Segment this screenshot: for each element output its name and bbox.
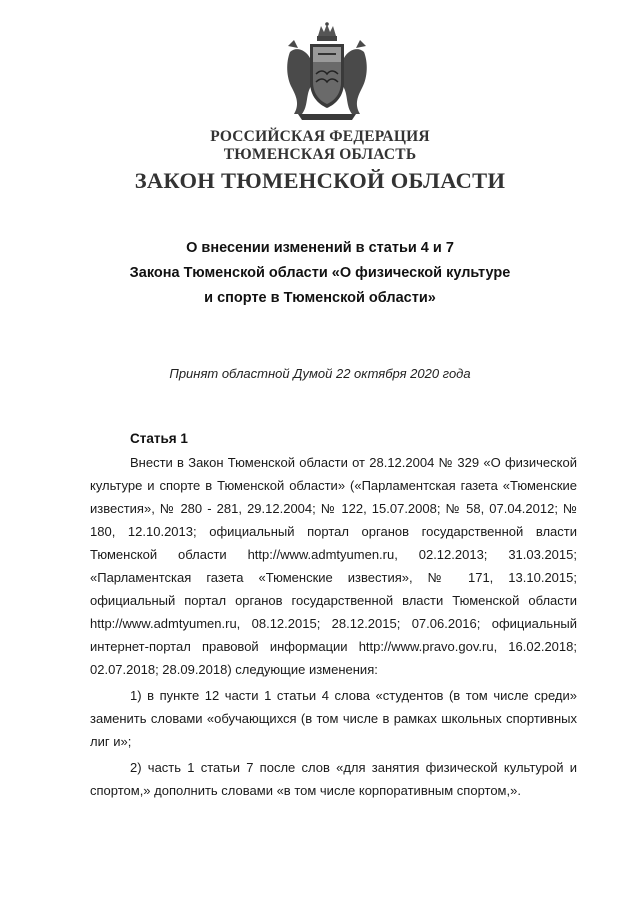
article-body [90,451,577,802]
header-region: ТЮМЕНСКАЯ ОБЛАСТЬ [223,146,417,163]
adoption-note: Принят областной Думой 22 октября 2020 года [169,366,471,381]
amendment-item-2: 2) часть 1 статьи 7 после слов «для занятия физической культурой и спортом,» дополнить словами «в том числе корпоративным спортом,». [90,760,577,798]
header-doc-type: ЗАКОН ТЮМЕНСКОЙ ОБЛАСТИ [134,168,506,193]
amendment-item-1: 1) в пункте 12 части 1 статьи 4 слова «студентов (в том числе среди» заменить словами «обучающихся (в том числе в рамках школьных спортивных лиг и»; [90,688,577,749]
article-heading: Статья 1 [130,431,188,446]
law-title-line-2: Закона Тюменской области «О физической культуре [129,265,511,281]
header-country: РОССИЙСКАЯ ФЕДЕРАЦИЯ [210,128,430,145]
law-title-line-1: О внесении изменений в статьи 4 и 7 [186,240,454,256]
law-title-line-3: и спорте в Тюменской области» [204,290,436,306]
article-intro-paragraph: Внести в Закон Тюменской области от 28.12.2004 № 329 «О физической культуре и спорте в Тюменской области» («Парламентская газета «Тюменские известия», № 280 - 281, 29.12.2004; № 122, 15.07.2008; № 58, 07.04.2012; № 180, 12.10.2013; официальный портал органов государственной власти Тюменской области http://www.admtyumen.ru, 02.12.2013; 31.03.2015; «Парламентская газета «Тюменские известия», № 171, 13.10.2015; официальный портал органов государственной власти Тюменской области http://www.admtyumen.ru, 08.12.2015; 28.12.2015; 07.06.2016; официальный интернет-портал правовой информации http://www.pravo.gov.ru, 16.02.2018; 02.07.2018; 28.09.2018) следующие изменения: [90,455,577,677]
coat-of-arms-icon [280,22,374,122]
